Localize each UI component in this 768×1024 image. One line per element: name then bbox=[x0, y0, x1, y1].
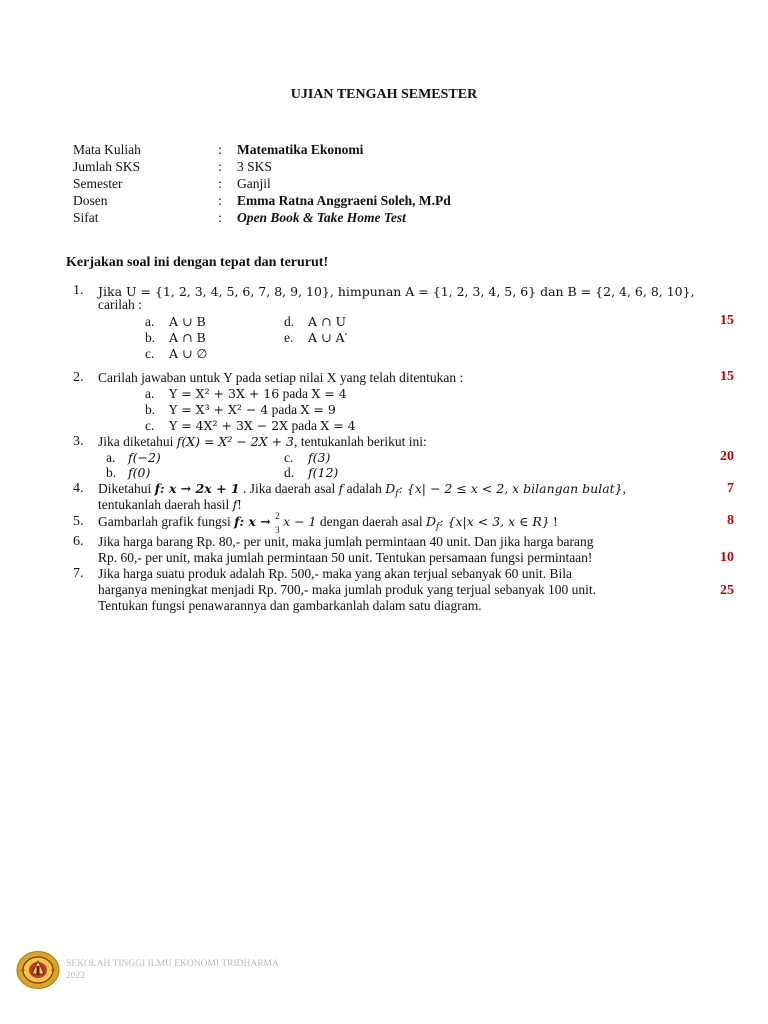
score-badge: 25 bbox=[720, 583, 734, 598]
option-expr: A ∪ ∅ bbox=[169, 346, 208, 361]
info-value: Open Book & Take Home Test bbox=[237, 210, 406, 225]
info-colon: : bbox=[218, 210, 222, 225]
question-text: Jika U = {1, 2, 3, 4, 5, 6, 7, 8, 9, 10}, himpunan A = {1, 2, 3, 4, 5, 6} dan B = {2, 4, 6, 8, 10}, bbox=[98, 284, 695, 299]
option-letter: a. bbox=[106, 450, 116, 465]
info-value: Matematika Ekonomi bbox=[237, 142, 364, 157]
question-number: 6. bbox=[73, 534, 84, 549]
option-expr: A ∪ B bbox=[169, 314, 206, 329]
info-value: 3 SKS bbox=[237, 159, 272, 174]
option-letter: c. bbox=[284, 450, 294, 465]
footer-institution bbox=[66, 958, 279, 982]
option-letter: d. bbox=[284, 314, 295, 329]
info-label: Mata Kuliah bbox=[73, 142, 141, 157]
question-number: 3. bbox=[73, 434, 84, 449]
score-badge: 15 bbox=[720, 313, 734, 328]
question-text: Jika diketahui f(X) = X² − 2X + 3, tentukanlah berikut ini: bbox=[98, 434, 427, 449]
score-badge: 20 bbox=[720, 449, 734, 464]
score-badge: 10 bbox=[720, 550, 734, 565]
question-number: 1. bbox=[73, 283, 84, 298]
footer-year: 2022 bbox=[66, 971, 85, 981]
option-letter: b. bbox=[145, 402, 156, 417]
question-text: Rp. 60,- per unit, maka jumlah permintaan 50 unit. Tentukan persamaan fungsi permintaan! bbox=[98, 550, 593, 565]
question-number: 5. bbox=[73, 514, 84, 529]
question-text: Carilah jawaban untuk Y pada setiap nilai X yang telah ditentukan : bbox=[98, 370, 464, 385]
question-number: 4. bbox=[73, 481, 84, 496]
option-letter: d. bbox=[284, 465, 295, 480]
option-letter: c. bbox=[145, 418, 155, 433]
fraction: 2 3 bbox=[275, 510, 280, 535]
question-text: carilah : bbox=[98, 297, 142, 312]
question-number: 2. bbox=[73, 370, 84, 385]
question-text: Tentukan fungsi penawarannya dan gambarkanlah dalam satu diagram. bbox=[98, 598, 482, 613]
info-row-lecturer bbox=[73, 193, 693, 210]
info-colon: : bbox=[218, 176, 222, 191]
option-letter: e. bbox=[284, 330, 294, 345]
info-row-course bbox=[73, 142, 693, 159]
info-value: Emma Ratna Anggraeni Soleh, M.Pd bbox=[237, 193, 451, 208]
option-letter: b. bbox=[145, 330, 156, 345]
question-text: Jika harga suatu produk adalah Rp. 500,- maka yang akan terjual sebanyak 60 unit. Bila bbox=[98, 566, 572, 581]
footer-line: SEKOLAH TINGGI ILMU EKONOMI TRIDHARMA bbox=[66, 959, 279, 969]
info-label: Jumlah SKS bbox=[73, 159, 141, 174]
info-row-nature bbox=[73, 210, 693, 227]
score-badge: 15 bbox=[720, 369, 734, 384]
info-label: Sifat bbox=[73, 210, 99, 225]
tridharma-emblem-icon bbox=[16, 950, 60, 990]
question-text: Diketahui f: x → 2x + 1 . Jika daerah asal f adalah $D_f$: {x| − 2 ≤ x < 2, x bilangan bulat}, bbox=[98, 481, 627, 499]
question-number: 7. bbox=[73, 566, 84, 581]
question-text: tentukanlah daerah hasil f! bbox=[98, 497, 242, 512]
option-expr: f(0) bbox=[128, 465, 151, 480]
info-row-semester bbox=[73, 176, 693, 193]
exam-title: UJIAN TENGAH SEMESTER bbox=[290, 87, 478, 102]
option-letter: c. bbox=[145, 346, 155, 361]
option-expr: A ∪ A′ bbox=[308, 330, 348, 345]
info-value: Ganjil bbox=[237, 176, 271, 191]
info-row-sks bbox=[73, 159, 693, 176]
option-letter: b. bbox=[106, 465, 117, 480]
option-expr: f(3) bbox=[308, 450, 331, 465]
option-line: Y = X³ + X² − 4 pada X = 9 bbox=[169, 402, 336, 417]
info-colon: : bbox=[218, 193, 222, 208]
option-letter: a. bbox=[145, 314, 155, 329]
question-text: Gambarlah grafik fungsi f: x → 2 3 x − 1 dengan daerah asal $D_f$: {x|x < 3, x ∈ R} ! bbox=[98, 510, 558, 535]
option-line: Y = X² + 3X + 16 pada X = 4 bbox=[169, 386, 347, 401]
option-expr: f(−2) bbox=[128, 450, 161, 465]
option-line: Y = 4X² + 3X − 2X pada X = 4 bbox=[169, 418, 356, 433]
info-colon: : bbox=[218, 159, 222, 174]
option-expr: A ∩ U bbox=[308, 314, 346, 329]
info-label: Semester bbox=[73, 176, 123, 191]
info-label: Dosen bbox=[73, 193, 108, 208]
score-badge: 7 bbox=[727, 481, 734, 496]
option-letter: a. bbox=[145, 386, 155, 401]
question-text: harganya meningkat menjadi Rp. 700,- maka jumlah produk yang terjual sebanyak 100 unit. bbox=[98, 582, 597, 597]
option-expr: f(12) bbox=[308, 465, 339, 480]
question-text: Jika harga barang Rp. 80,- per unit, maka jumlah permintaan 40 unit. Dan jika harga barang bbox=[98, 534, 594, 549]
info-colon: : bbox=[218, 142, 222, 157]
instruction: Kerjakan soal ini dengan tepat dan terurut! bbox=[66, 255, 329, 270]
option-expr: A ∩ B bbox=[169, 330, 206, 345]
score-badge: 8 bbox=[727, 513, 734, 528]
